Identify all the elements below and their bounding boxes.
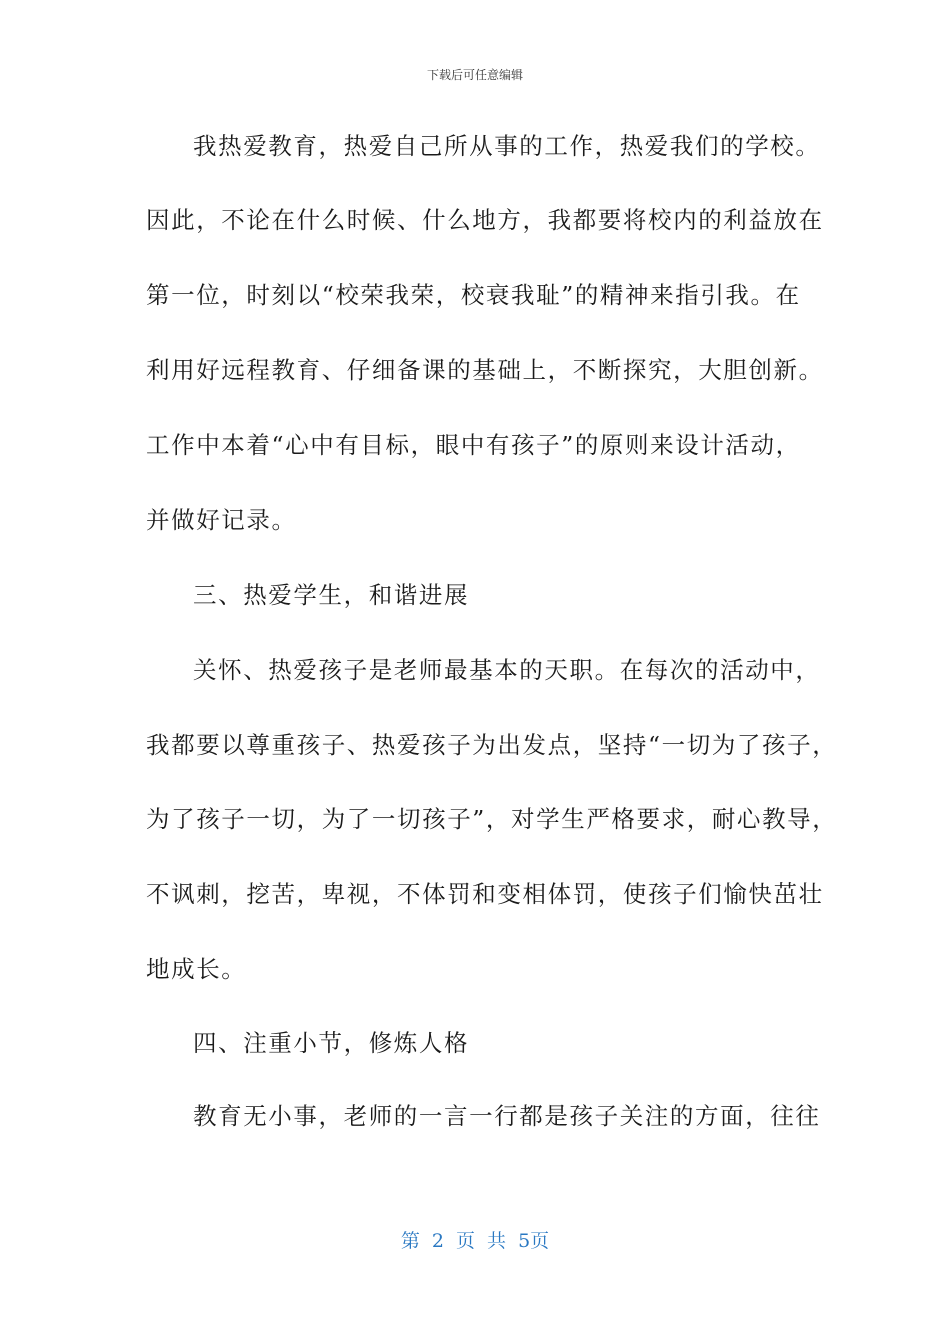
page-header-note: 下载后可任意编辑 <box>426 68 523 82</box>
paragraph-line: 我热爱教育，热爱自己所从事的工作，热爱我们的学校。 <box>193 132 821 160</box>
page-number: 第 2 页 共 5页 <box>400 1230 550 1252</box>
paragraph-line: 并做好记录。 <box>146 506 297 534</box>
paragraph-line: 利用好远程教育、仔细备课的基础上，不断探究，大胆创新。 <box>146 356 824 384</box>
paragraph-line: 我都要以尊重孩子、热爱孩子为出发点，坚持“一切为了孩子， <box>146 731 838 759</box>
paragraph-line: 不讽刺，挖苦，卑视，不体罚和变相体罚，使孩子们愉快茁壮 <box>146 880 824 908</box>
paragraph-line: 教育无小事，老师的一言一行都是孩子关注的方面，往往 <box>193 1102 821 1130</box>
paragraph-line: 因此，不论在什么时候、什么地方，我都要将校内的利益放在 <box>146 206 824 234</box>
paragraph-line: 关怀、热爱孩子是老师最基本的天职。在每次的活动中， <box>193 656 821 684</box>
section-heading: 三、热爱学生，和谐进展 <box>193 581 470 609</box>
section-heading: 四、注重小节，修炼人格 <box>193 1029 470 1057</box>
paragraph-line: 第一位，时刻以“校荣我荣，校衰我耻”的精神来指引我。在 <box>146 281 801 309</box>
paragraph-line: 为了孩子一切，为了一切孩子”，对学生严格要求，耐心教导， <box>146 805 838 833</box>
paragraph-line: 工作中本着“心中有目标，眼中有孩子”的原则来设计活动， <box>146 431 801 459</box>
paragraph-line: 地成长。 <box>146 955 247 983</box>
